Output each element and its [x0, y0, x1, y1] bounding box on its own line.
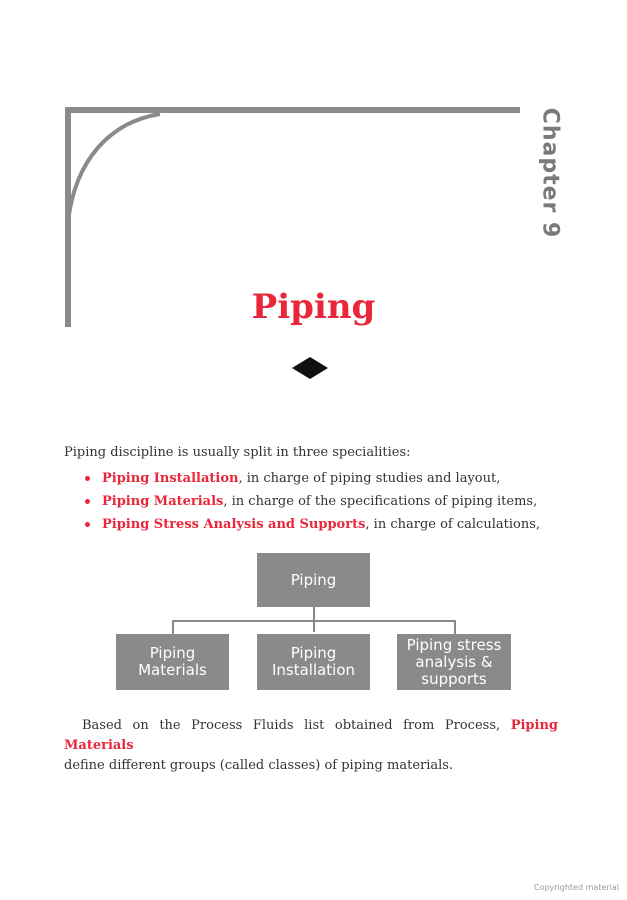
org-child-box: Piping Installation [257, 634, 370, 690]
chapter-label: Chapter 9 [537, 107, 563, 239]
copyright-notice: Copyrighted material [533, 883, 619, 892]
org-root-box: Piping [257, 553, 370, 607]
org-connector [454, 620, 456, 634]
org-child-box: Piping Materials [116, 634, 229, 690]
intro-text: Piping discipline is usually split in three specialities: [64, 445, 411, 460]
specialities-list [78, 467, 540, 536]
list-item: Piping Installation, in charge of piping studies and layout, [78, 467, 540, 490]
body-paragraph: Based on the Process Fluids list obtained from Process, Piping Materials define different groups (called classes) of piping materials. [64, 718, 558, 773]
list-item: Piping Stress Analysis and Supports, in charge of calculations, [78, 513, 540, 536]
org-child-box: Piping stress analysis & supports [397, 634, 511, 690]
list-item: Piping Materials, in charge of the specifications of piping items, [78, 490, 540, 513]
org-connector [172, 620, 456, 622]
diamond-ornament [290, 355, 330, 381]
org-connector [172, 620, 174, 634]
page-title: Piping [251, 287, 376, 327]
